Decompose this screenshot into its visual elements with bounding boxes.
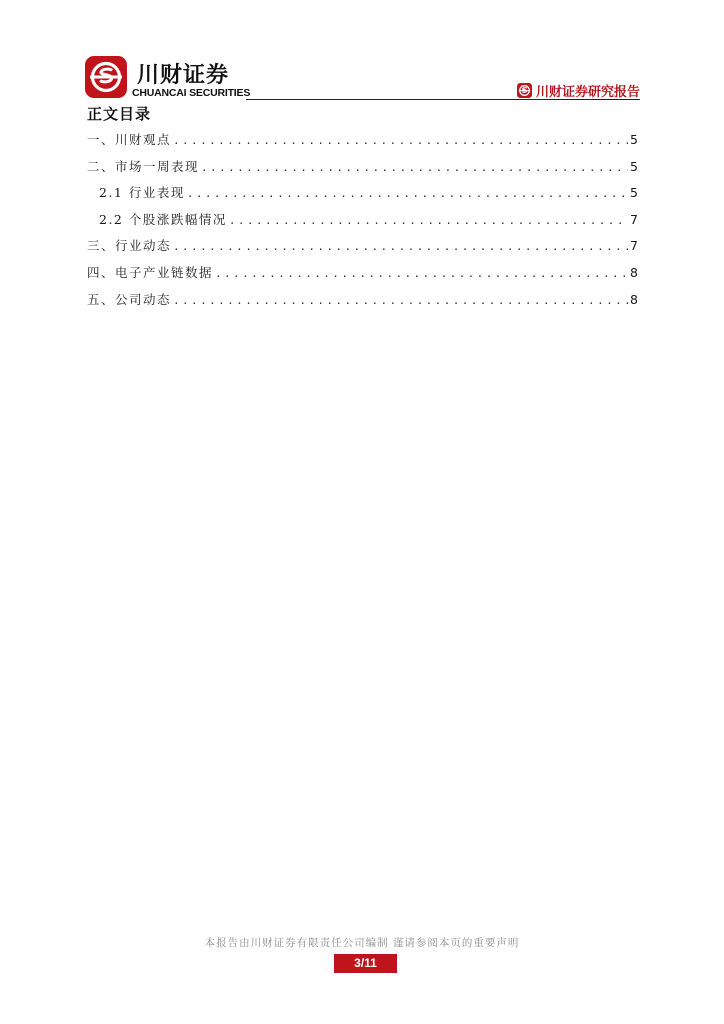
report-type-label: 川财证券研究报告: [535, 85, 640, 100]
page-number-badge: 3/11: [334, 954, 397, 973]
toc-entry[interactable]: [87, 154, 638, 181]
toc-entry[interactable]: [87, 287, 638, 314]
toc-dot-leader: [201, 155, 628, 181]
toc-entry-label: 五、公司动态: [87, 291, 172, 307]
toc-subentry[interactable]: [87, 207, 638, 234]
toc-entry-label: 二、市场一周表现: [87, 158, 200, 174]
table-of-contents: [87, 127, 638, 313]
page-header: [84, 56, 640, 104]
toc-entry-page: 5: [630, 185, 638, 201]
chuancai-logo-icon: [85, 56, 127, 98]
toc-dot-leader: [173, 234, 628, 260]
toc-entry-label: 四、电子产业链数据: [87, 264, 214, 280]
toc-entry-label: 三、行业动态: [87, 238, 172, 254]
toc-entry[interactable]: [87, 233, 638, 260]
report-type-tag: [517, 81, 640, 100]
toc-entry-label: 一、川财观点: [87, 132, 172, 147]
chuancai-small-logo-icon: [517, 83, 532, 98]
toc-entry-page: 5: [630, 158, 638, 174]
toc-dot-leader: [173, 288, 628, 314]
footer-disclaimer: 本报告由川财证券有限责任公司编制 谨请参阅本页的重要声明: [204, 937, 520, 949]
toc-dot-leader: [215, 261, 628, 287]
toc-entry-label: 2.1 行业表现: [99, 185, 185, 201]
toc-dot-leader: [187, 181, 628, 207]
toc-entry-page: 8: [630, 264, 638, 280]
logo-chinese-name: 川财证券: [137, 63, 230, 88]
toc-entry-page: 5: [630, 132, 638, 147]
logo-english-name: CHUANCAI SECURITIES: [132, 87, 251, 99]
toc-entry-page: 7: [630, 238, 638, 254]
toc-dot-leader: [229, 208, 628, 234]
toc-dot-leader: [173, 128, 628, 154]
toc-title: 正文目录: [87, 105, 152, 123]
toc-entry[interactable]: [87, 127, 638, 154]
toc-subentry[interactable]: [87, 180, 638, 207]
toc-entry[interactable]: [87, 260, 638, 287]
toc-entry-page: 7: [630, 211, 638, 227]
toc-entry-label: 2.2 个股涨跌幅情况: [99, 211, 227, 227]
toc-entry-page: 8: [630, 291, 638, 307]
